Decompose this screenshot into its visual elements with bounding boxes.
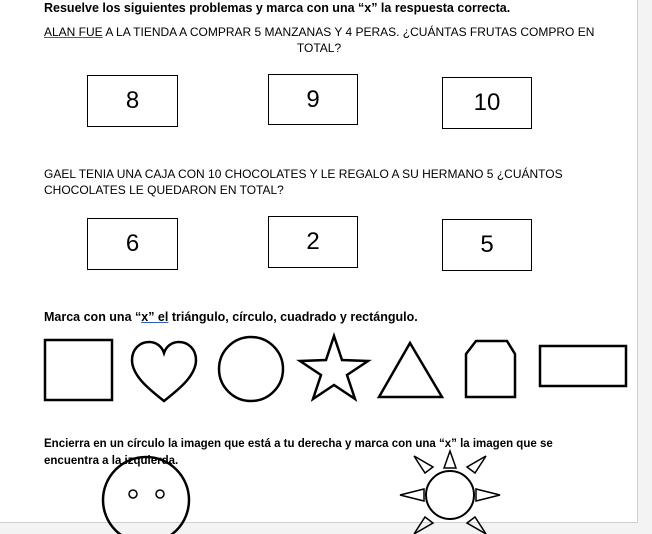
shapes-instruction-mark: x” el <box>141 310 169 324</box>
answer-value: 2 <box>306 228 320 255</box>
problem2-line2: CHOCOLATES LE QUEDARON EN TOTAL? <box>44 183 284 197</box>
problem1-name: ALAN FUE <box>44 25 103 39</box>
answer-value: 8 <box>125 87 140 114</box>
shapes-instruction-prefix: Marca con una “ <box>44 310 142 324</box>
answer-value: 10 <box>473 89 501 116</box>
instruction-text: Resuelve los siguientes problemas y marca con una “x” la respuesta correcta. <box>44 1 511 15</box>
problem2-line1: GAEL TENIA UNA CAJA CON 10 CHOCOLATES Y LE REGALO A SU HERMANO 5 ¿CUÁNTOS <box>44 167 563 181</box>
face-image[interactable] <box>103 457 189 534</box>
problem1-line2: TOTAL? <box>296 41 342 55</box>
circle-instruction-line2: encuentra a la izquierda. <box>44 455 179 467</box>
circle-instruction-line1: Encierra en un círculo la imagen que está a tu derecha y marca con una “x” la imagen que se <box>44 438 553 450</box>
problem1-text: A LA TIENDA A COMPRAR 5 MANZANAS Y 4 PERAS. ¿CUÁNTAS FRUTAS COMPRO EN <box>102 25 595 39</box>
answer-value: 6 <box>125 230 140 257</box>
answer-value: 5 <box>480 231 494 258</box>
answer-value: 9 <box>306 85 320 113</box>
shapes-instruction-suffix: triángulo, círculo, cuadrado y rectángulo. <box>168 310 418 324</box>
sun-image[interactable] <box>400 451 500 534</box>
